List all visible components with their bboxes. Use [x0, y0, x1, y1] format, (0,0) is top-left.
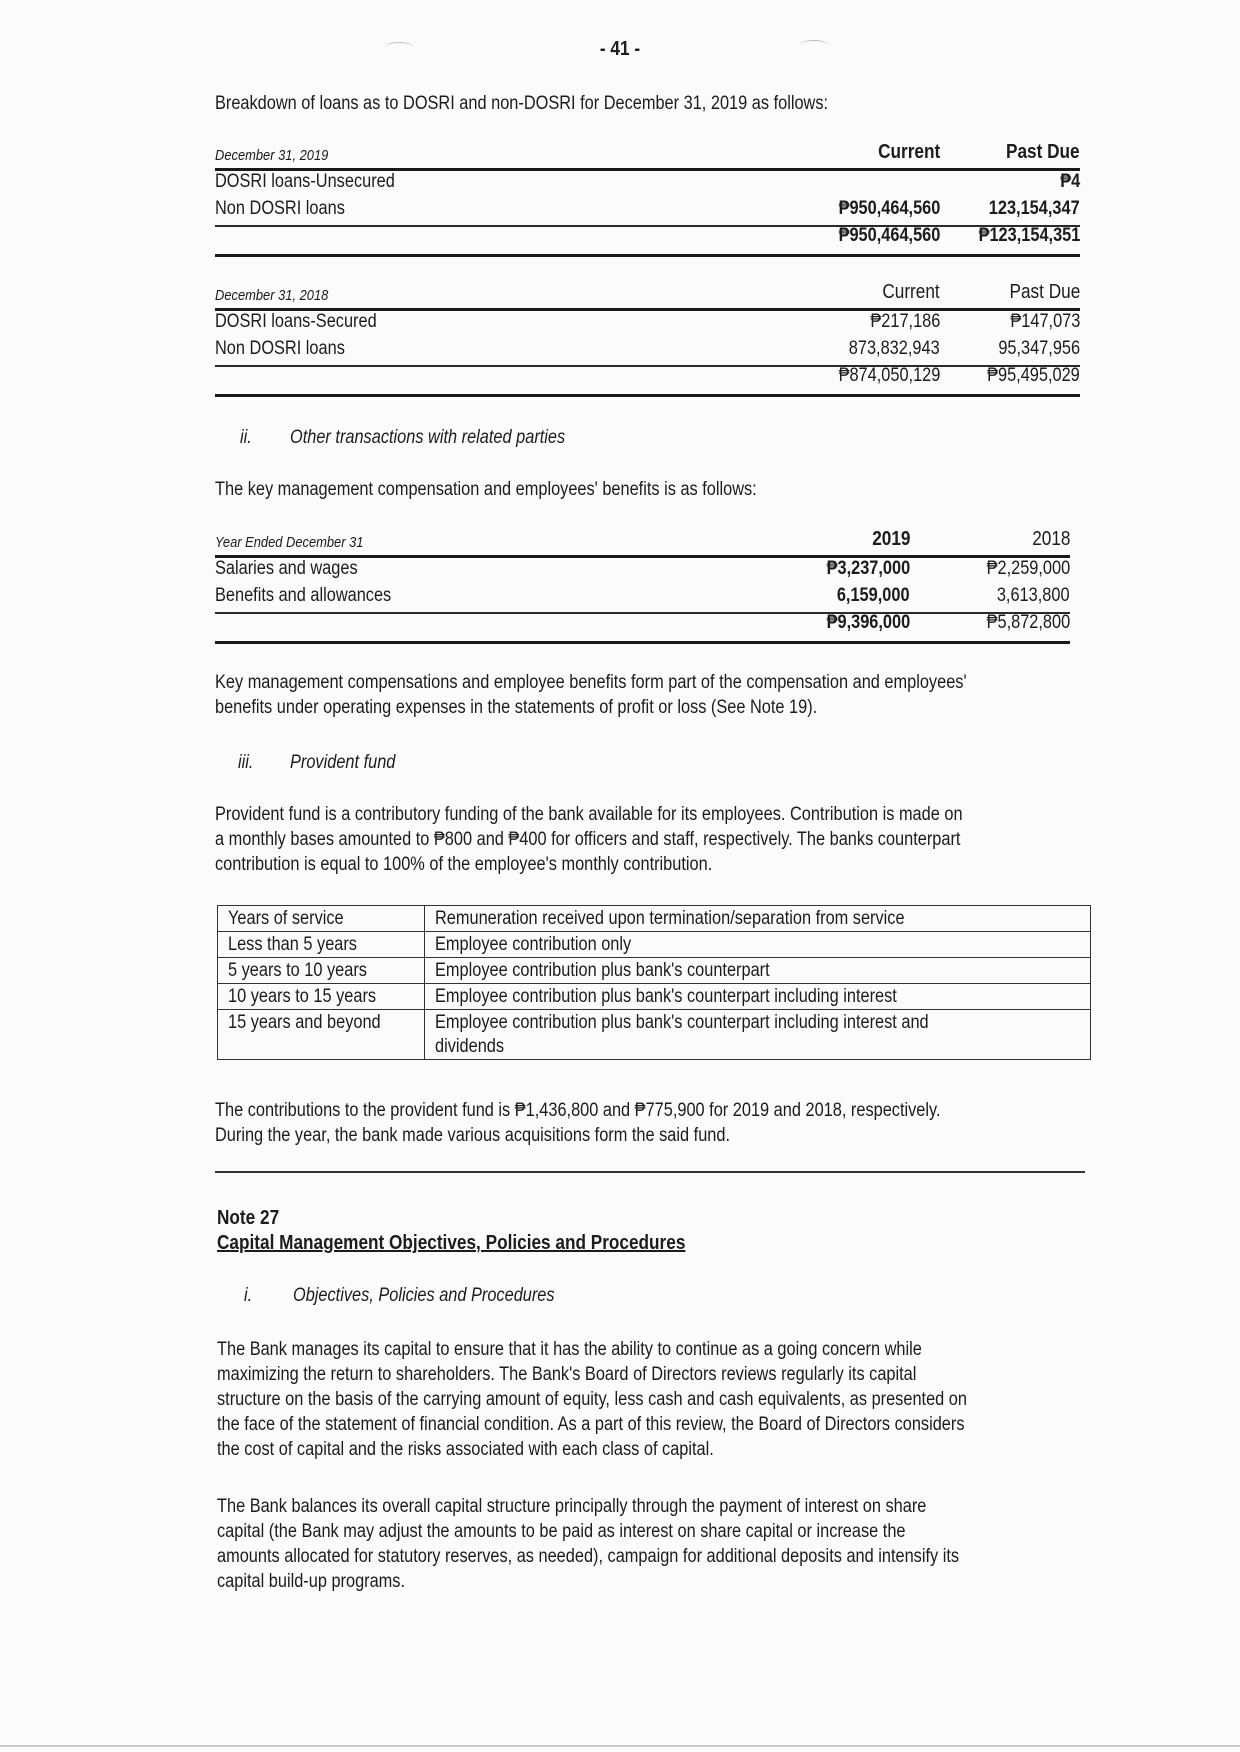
capital-paragraph-1: [217, 1337, 1097, 1462]
row-past-due: 123,154,347: [989, 198, 1080, 219]
remuneration-cell: Employee contribution plus bank's counterpart including interest: [425, 984, 1091, 1010]
header-2019: 2019: [871, 528, 910, 550]
row-label: Salaries and wages: [215, 558, 358, 579]
provident-fund-table: [217, 905, 1091, 1060]
row-current: ₱217,186: [870, 311, 940, 332]
text-line: capital (the Bank may adjust the amounts to be paid as interest on share capital or increase the: [217, 1521, 906, 1542]
total-row: [215, 363, 1080, 390]
header-label: December 31, 2018: [215, 287, 329, 304]
table-row: [218, 984, 1091, 1010]
row-2019: ₱3,237,000: [826, 558, 910, 579]
total-current: ₱874,050,129: [838, 365, 940, 386]
compensation-note: [215, 670, 1095, 720]
text-line: The Bank manages its capital to ensure that it has the ability to continue as a going concern while: [217, 1339, 922, 1360]
contributions-paragraph: [215, 1098, 1095, 1148]
header-cell: Years of service: [218, 906, 425, 932]
text-line: capital build-up programs.: [217, 1571, 406, 1592]
total-past-due: ₱95,495,029: [987, 365, 1080, 386]
header-cell: Remuneration received upon termination/separation from service: [425, 906, 1091, 932]
section-title: Other transactions with related parties: [290, 427, 566, 448]
header-past-due: Past Due: [1006, 141, 1080, 163]
remuneration-cell: Employee contribution plus bank's counterpart: [425, 958, 1091, 984]
table-row: [215, 583, 1070, 610]
compensation-intro: The key management compensation and employees' benefits is as follows:: [215, 479, 757, 500]
section-separator: [215, 1171, 1085, 1173]
years-cell: 5 years to 10 years: [218, 958, 425, 984]
section-number: i.: [244, 1285, 253, 1306]
header-label: Year Ended December 31: [215, 534, 364, 551]
table-row: [215, 169, 1080, 196]
row-2018: ₱2,259,000: [986, 558, 1070, 579]
text-line: the face of the statement of financial condition. As a part of this review, the Board of Directors considers: [217, 1414, 965, 1435]
header-label: December 31, 2019: [215, 147, 329, 164]
total-past-due: ₱123,154,351: [978, 225, 1080, 246]
scan-edge: [0, 1745, 1240, 1747]
row-label: Non DOSRI loans: [215, 338, 345, 359]
row-past-due: ₱147,073: [1010, 311, 1080, 332]
table-row: [215, 336, 1080, 363]
section-number: iii.: [238, 752, 254, 773]
table-header: [215, 280, 1080, 307]
total-rule: [215, 254, 1080, 257]
total-2019: ₱9,396,000: [826, 612, 910, 633]
table-row: [215, 196, 1080, 223]
text-line: a monthly bases amounted to ₱800 and ₱400 for officers and staff, respectively. The banks counterpart: [215, 829, 961, 850]
row-current: 873,832,943: [849, 338, 940, 359]
years-cell: 15 years and beyond: [218, 1010, 425, 1060]
row-label: Non DOSRI loans: [215, 198, 345, 219]
text-line: contribution is equal to 100% of the employee's monthly contribution.: [215, 854, 713, 875]
text-line: benefits under operating expenses in the statements of profit or loss (See Note 19).: [215, 697, 818, 718]
compensation-table: [215, 527, 1070, 637]
table-row: [215, 309, 1080, 336]
section-number: ii.: [240, 427, 252, 448]
table-header-row: [218, 906, 1091, 932]
text-line: The Bank balances its overall capital structure principally through the payment of interest on share: [217, 1496, 927, 1517]
section-heading-ii: [240, 427, 740, 452]
table-row: [215, 556, 1070, 583]
text-line: Provident fund is a contributory funding of the bank available for its employees. Contribution is made on: [215, 804, 963, 825]
loans-intro: Breakdown of loans as to DOSRI and non-DOSRI for December 31, 2019 as follows:: [215, 93, 829, 114]
row-past-due: 95,347,956: [998, 338, 1080, 359]
table-row: [218, 958, 1091, 984]
total-row: [215, 223, 1080, 250]
row-2019: 6,159,000: [837, 585, 910, 606]
section-title: Provident fund: [290, 752, 396, 773]
note-subtitle: Capital Management Objectives, Policies and Procedures: [217, 1232, 686, 1254]
loans-table-2019: [215, 140, 1080, 250]
text-line: The contributions to the provident fund is ₱1,436,800 and ₱775,900 for 2019 and 2018, respectively.: [215, 1100, 941, 1121]
header-2018: 2018: [1031, 528, 1070, 550]
table-header: [215, 140, 1080, 167]
provident-fund-intro: [215, 802, 1095, 877]
table-header: [215, 527, 1070, 554]
total-2018: ₱5,872,800: [986, 612, 1070, 633]
capital-paragraph-2: [217, 1494, 1097, 1594]
section-heading-i: [244, 1285, 744, 1310]
total-current: ₱950,464,560: [838, 225, 940, 246]
text-line: structure on the basis of the carrying amount of equity, less cash and cash equivalents, as presented on: [217, 1389, 967, 1410]
row-label: DOSRI loans-Unsecured: [215, 171, 395, 192]
total-rule: [215, 641, 1070, 644]
total-rule: [215, 394, 1080, 397]
table-row: [218, 932, 1091, 958]
text-line: amounts allocated for statutory reserves, as needed), campaign for additional deposits and intensify its: [217, 1546, 960, 1567]
page-number: - 41 -: [599, 38, 641, 60]
row-2018: 3,613,800: [997, 585, 1070, 606]
table-row: [218, 1010, 1091, 1060]
row-label: DOSRI loans-Secured: [215, 311, 377, 332]
years-cell: 10 years to 15 years: [218, 984, 425, 1010]
row-current: ₱950,464,560: [838, 198, 940, 219]
section-heading-iii: [238, 752, 738, 777]
row-past-due: ₱4: [1060, 171, 1080, 192]
loans-table-2018: [215, 280, 1080, 390]
remuneration-cell: Employee contribution plus bank's counterpart including interest and dividends: [425, 1010, 1091, 1060]
years-cell: Less than 5 years: [218, 932, 425, 958]
row-label: Benefits and allowances: [215, 585, 392, 606]
text-line: Key management compensations and employee benefits form part of the compensation and employees': [215, 672, 967, 693]
header-current: Current: [877, 141, 940, 163]
header-current: Current: [882, 281, 940, 303]
remuneration-cell: Employee contribution only: [425, 932, 1091, 958]
section-title: Objectives, Policies and Procedures: [293, 1285, 555, 1306]
note-title: Note 27: [217, 1207, 280, 1229]
text-line: maximizing the return to shareholders. The Bank's Board of Directors reviews regularly its capital: [217, 1364, 917, 1385]
text-line: the cost of capital and the risks associated with each class of capital.: [217, 1439, 714, 1460]
total-row: [215, 610, 1070, 637]
header-past-due: Past Due: [1009, 281, 1080, 303]
text-line: During the year, the bank made various acquisitions form the said fund.: [215, 1125, 731, 1146]
